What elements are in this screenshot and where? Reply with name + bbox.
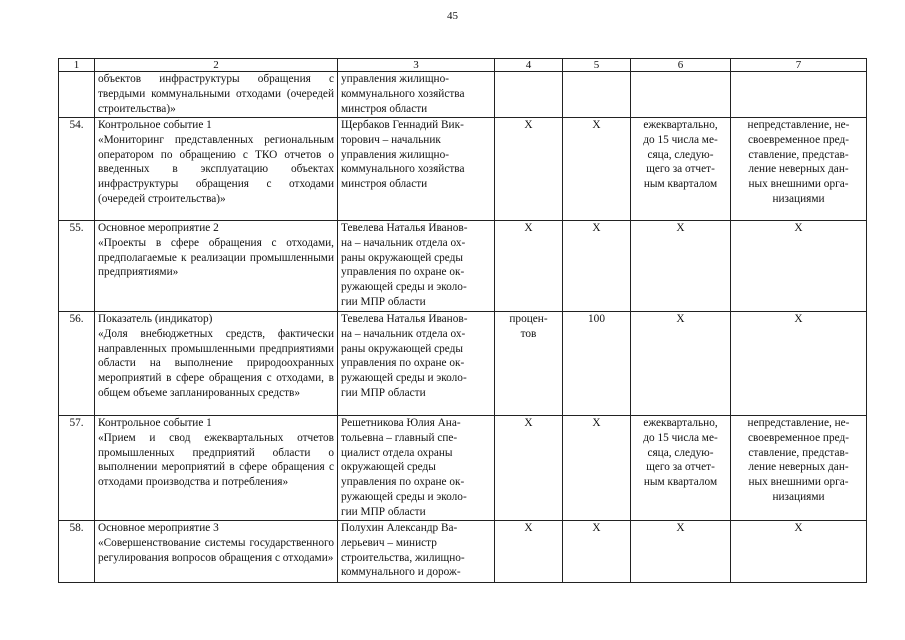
deadline-cell: X (631, 521, 731, 583)
column-header: 7 (731, 59, 867, 72)
risk-cell: непредставление, не- своевременное пред- ставление, представ- ление неверных дан- ных внешними орга- низациями (731, 118, 867, 221)
column-header: 2 (95, 59, 338, 72)
value-cell: X (563, 221, 631, 312)
plan-table (58, 58, 867, 583)
header-row (59, 59, 867, 72)
responsible-person: Тевелева Наталья Иванов- на – начальник отдела ох- раны окружающей среды управления по охране ок- ружающей среды и эколо- гии МПР области (338, 221, 495, 312)
risk-cell: X (731, 312, 867, 416)
row-number: 56. (59, 312, 95, 416)
event-description: Основное мероприятие 2 «Проекты в сфере обращения с отходами, предполагаемые к реализации промышленными предприятиями» (95, 221, 338, 312)
risk-cell: непредставление, не- своевременное пред- ставление, представ- ление неверных дан- ных внешними орга- низациями (731, 416, 867, 521)
responsible-person: Решетникова Юлия Ана- тольевна – главный спе- циалист отдела охраны окружающей среды управления по охране ок- ружающей среды и эколо- гии МПР области (338, 416, 495, 521)
event-description: объектов инфраструктуры обращения с твердыми коммунальными отходами (очередей строительства)» (95, 72, 338, 118)
column-header: 1 (59, 59, 95, 72)
unit-cell: X (495, 416, 563, 521)
table-row (59, 521, 867, 583)
row-number: 58. (59, 521, 95, 583)
risk-cell: X (731, 521, 867, 583)
event-description: Контрольное событие 1 «Прием и свод ежеквартальных отчетов промышленных предприятий области о выполнении мероприятий в сфере обращения с отходами производства и потребления» (95, 416, 338, 521)
table-row (59, 312, 867, 416)
risk-cell: X (731, 221, 867, 312)
value-cell: 100 (563, 312, 631, 416)
value-cell: X (563, 416, 631, 521)
value-cell (563, 72, 631, 118)
unit-cell: процен- тов (495, 312, 563, 416)
unit-cell (495, 72, 563, 118)
event-description: Основное мероприятие 3 «Совершенствование системы государственного регулирования вопросов обращения с отходами» (95, 521, 338, 583)
unit-cell: X (495, 118, 563, 221)
responsible-person: управления жилищно- коммунального хозяйства минстроя области (338, 72, 495, 118)
value-cell: X (563, 521, 631, 583)
unit-cell: X (495, 221, 563, 312)
deadline-cell (631, 72, 731, 118)
row-number: 57. (59, 416, 95, 521)
table-row (59, 118, 867, 221)
responsible-person: Полухин Александр Ва- лерьевич – министр строительства, жилищно- коммунального и дорож- (338, 521, 495, 583)
deadline-cell: X (631, 221, 731, 312)
table-row (59, 221, 867, 312)
risk-cell (731, 72, 867, 118)
event-description: Показатель (индикатор) «Доля внебюджетных средств, фактически направленных промышленными предприятиями области на выполнение природоохранных мероприятий в сфере обращения с отходами, в общем объеме запланированных средств» (95, 312, 338, 416)
column-header: 5 (563, 59, 631, 72)
responsible-person: Щербаков Геннадий Вик- торович – начальник управления жилищно- коммунального хозяйства минстроя области (338, 118, 495, 221)
column-header: 4 (495, 59, 563, 72)
unit-cell: X (495, 521, 563, 583)
column-header: 6 (631, 59, 731, 72)
row-number: 54. (59, 118, 95, 221)
deadline-cell: ежеквартально, до 15 числа ме- сяца, следую- щего за отчет- ным кварталом (631, 416, 731, 521)
event-description: Контрольное событие 1 «Мониторинг представленных региональным оператором по обращению с ТКО отчетов о введенных в эксплуатацию объектах инфраструктуры обращения с отходами (очередей строительства)» (95, 118, 338, 221)
row-number: 55. (59, 221, 95, 312)
row-number (59, 72, 95, 118)
table-row (59, 416, 867, 521)
deadline-cell: X (631, 312, 731, 416)
value-cell: X (563, 118, 631, 221)
page-number: 45 (447, 10, 458, 22)
table-row (59, 72, 867, 118)
column-header: 3 (338, 59, 495, 72)
responsible-person: Тевелева Наталья Иванов- на – начальник отдела ох- раны окружающей среды управления по охране ок- ружающей среды и эколо- гии МПР области (338, 312, 495, 416)
deadline-cell: ежеквартально, до 15 числа ме- сяца, следую- щего за отчет- ным кварталом (631, 118, 731, 221)
